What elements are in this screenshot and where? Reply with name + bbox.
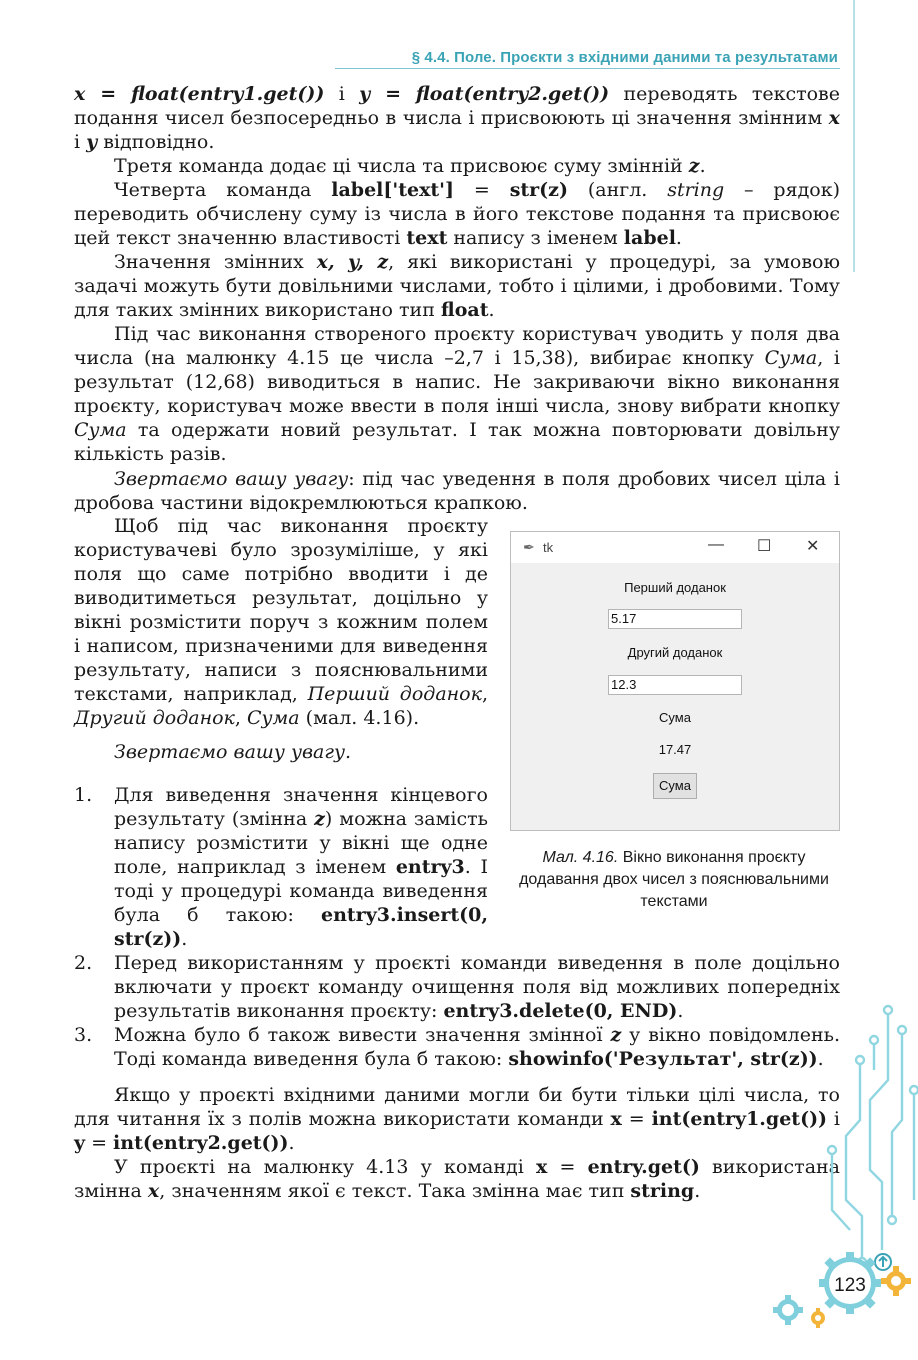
vars: x, y, z: [316, 251, 389, 273]
text: напису з іменем: [447, 227, 624, 249]
text: , які використані у процедурі, за умовою задачі можуть бути довільними числами, тобто і цілими, і дробовими. Тому для таких змінних використано тип: [74, 251, 841, 321]
text: переводять текстове подання чисел безпосередньо в числа і присвоюють ці значення змінним: [74, 83, 840, 129]
text: =: [621, 1108, 652, 1130]
text: .: [699, 155, 706, 177]
text: .: [181, 928, 188, 950]
text: . І тоді у процедурі команда виведення була б такою:: [114, 856, 488, 926]
text: Третя команда додає ці числа та присвоює суму змінній: [114, 155, 689, 177]
text: Під час виконання створеного проєкту користувач уводить у поля два числа (на малюнку 4.15 це числа –2,7 і 15,38), вибирає кнопку: [74, 323, 840, 369]
text: =: [85, 1132, 114, 1154]
close-icon[interactable]: ✕: [806, 538, 820, 555]
text: Значення змінних: [114, 251, 317, 273]
text: і: [827, 1108, 841, 1130]
caption-text: Вікно виконання проєкту додавання двох чисел з пояснювальними текстами: [519, 849, 829, 910]
label-first-addend: Перший доданок: [624, 580, 726, 595]
text: Для виведення значення кінцевого результату (змінна: [114, 784, 488, 830]
body-text-narrow: [74, 514, 488, 764]
result-label: 17.47: [658, 742, 692, 757]
var-z: z: [688, 155, 700, 177]
body-text-top: [74, 82, 840, 466]
tk-window-figure: [510, 531, 840, 831]
code: entry3: [395, 856, 465, 878]
code: entry3.insert(0, str(z)): [114, 904, 488, 950]
var-x: x: [147, 1180, 160, 1202]
term: Сума: [764, 347, 818, 369]
code: y: [74, 1132, 86, 1154]
list-item: [74, 1023, 840, 1071]
text: .: [288, 1132, 295, 1154]
var-y: y: [86, 131, 98, 153]
text: У проєкті на малюнку 4.13 у команді: [114, 1156, 536, 1178]
label-sum: Сума: [659, 710, 691, 725]
text: Четверта команда: [114, 179, 332, 201]
code: x: [610, 1108, 622, 1130]
text: .: [677, 1000, 684, 1022]
text: (англ.: [567, 179, 668, 201]
paragraph: [74, 467, 840, 515]
section-header: § 4.4. Поле. Проєкти з вхідними даними та результатами: [411, 49, 838, 66]
text: (мал. 4.16).: [299, 707, 420, 729]
body-text-bottom: [74, 1083, 840, 1203]
text: ,: [234, 707, 247, 729]
text: і: [324, 83, 360, 105]
list-number: 1.: [74, 784, 93, 806]
feather-icon: ✒: [523, 539, 535, 555]
text: , значенням якої є текст. Така змінна має тип: [159, 1180, 631, 1202]
note-paragraph: [74, 467, 840, 515]
text: =: [453, 179, 510, 201]
code: string: [630, 1180, 695, 1202]
header-rule: [335, 68, 840, 69]
text: Можна було б також вивести значення змінної: [114, 1024, 611, 1046]
var-x: x: [828, 107, 840, 129]
maximize-icon[interactable]: ☐: [757, 538, 772, 555]
note-lead: Звертаємо вашу увагу: [114, 468, 349, 490]
minimize-icon[interactable]: —: [708, 536, 724, 553]
margin-rule: [853, 0, 855, 272]
term: Сума: [74, 419, 127, 441]
var-z: z: [314, 808, 325, 830]
code: int(entry2.get()): [113, 1132, 289, 1154]
code: float: [440, 299, 489, 321]
term: Сума: [247, 707, 300, 729]
text: – рядок) переводить обчислену суму із числа в його текстове подання та присвоює цей текст значенню властивості: [74, 179, 841, 249]
term: Другий доданок: [74, 707, 235, 729]
label-second-addend: Другий доданок: [627, 645, 723, 660]
window-titlebar: [511, 532, 839, 563]
code: showinfo('Результат', str(z)): [508, 1048, 818, 1070]
sum-button[interactable]: Сума: [653, 773, 697, 799]
text: у вікно повідомлень. Тоді команда виведення була б такою:: [114, 1024, 841, 1070]
text: Якщо у проєкті вхідними даними могли би бути тільки цілі числа, то для читання їх з полів можна використати команди: [74, 1084, 840, 1130]
text: використана змінна: [74, 1156, 841, 1202]
text: ,: [481, 683, 488, 705]
text: Перед використанням у проєкті команди виведення в поле доцільно включати у проєкт команду очищення поля від можливих попередніх результатів виконання проєкту:: [114, 952, 840, 1022]
code: int(entry1.get()): [651, 1108, 828, 1130]
circuit-decoration: [770, 1000, 918, 1360]
text: .: [817, 1048, 824, 1070]
code-y: y = float(entry2.get()): [359, 83, 610, 105]
caption-ref: Мал. 4.16.: [542, 849, 619, 866]
paragraph: [74, 514, 488, 730]
term: Перший доданок: [307, 683, 482, 705]
paragraph: [74, 1155, 840, 1203]
code: label['text']: [331, 179, 454, 201]
list-number: 2.: [74, 952, 93, 974]
note-heading: Звертаємо вашу увагу.: [114, 741, 352, 763]
text: .: [694, 1180, 701, 1202]
text: Щоб під час виконання проєкту користувачеві було зрозуміліше, у які поля що саме потрібно вводити і де виводитиметься результат, доцільно у вікні розмістити поруч з кожним полем і написом, призначеними для виведення результату, написи з пояснювальними текстами, наприклад,: [74, 515, 488, 705]
text: .: [488, 299, 495, 321]
window-title: tk: [543, 540, 554, 555]
text: ) можна замість напису розмістити у вікні ще одне поле, наприклад з іменем: [114, 808, 488, 878]
paragraph: [74, 1083, 840, 1155]
paragraph: [74, 250, 840, 322]
paragraph: [74, 82, 840, 154]
text: : під час уведення в поля дробових чисел ціла і дробова частини відокремлюються крапкою.: [74, 468, 840, 514]
code: str(z): [509, 179, 568, 201]
text: , і результат (12,68) виводиться в напис. Не закриваючи вікно виконання проєкту, користувач може ввести в поля інші числа, знову вибрати кнопку: [74, 347, 841, 417]
text: відповідно.: [97, 131, 215, 153]
text: і: [74, 131, 87, 153]
code: entry3.delete(0, END): [443, 1000, 678, 1022]
entry2-field[interactable]: 12.3: [608, 675, 742, 695]
paragraph: [74, 322, 840, 466]
code: entry.get(): [587, 1156, 700, 1178]
list-number: 3.: [74, 1024, 93, 1046]
text: та одержати новий результат. І так можна повторювати довільну кількість разів.: [74, 419, 840, 465]
code: label: [623, 227, 676, 249]
term: string: [667, 179, 725, 201]
text: =: [547, 1156, 588, 1178]
list-item: [74, 951, 840, 1023]
text: .: [675, 227, 682, 249]
list-item: [74, 783, 488, 951]
paragraph: [74, 154, 840, 178]
var-z: z: [610, 1024, 622, 1046]
page-number: 123: [834, 1275, 866, 1296]
code-x: x = float(entry1.get()): [74, 83, 325, 105]
code: text: [406, 227, 448, 249]
figure-caption: [510, 847, 838, 913]
code: x: [536, 1156, 548, 1178]
entry1-field[interactable]: 5.17: [608, 609, 742, 629]
paragraph: [74, 178, 840, 250]
